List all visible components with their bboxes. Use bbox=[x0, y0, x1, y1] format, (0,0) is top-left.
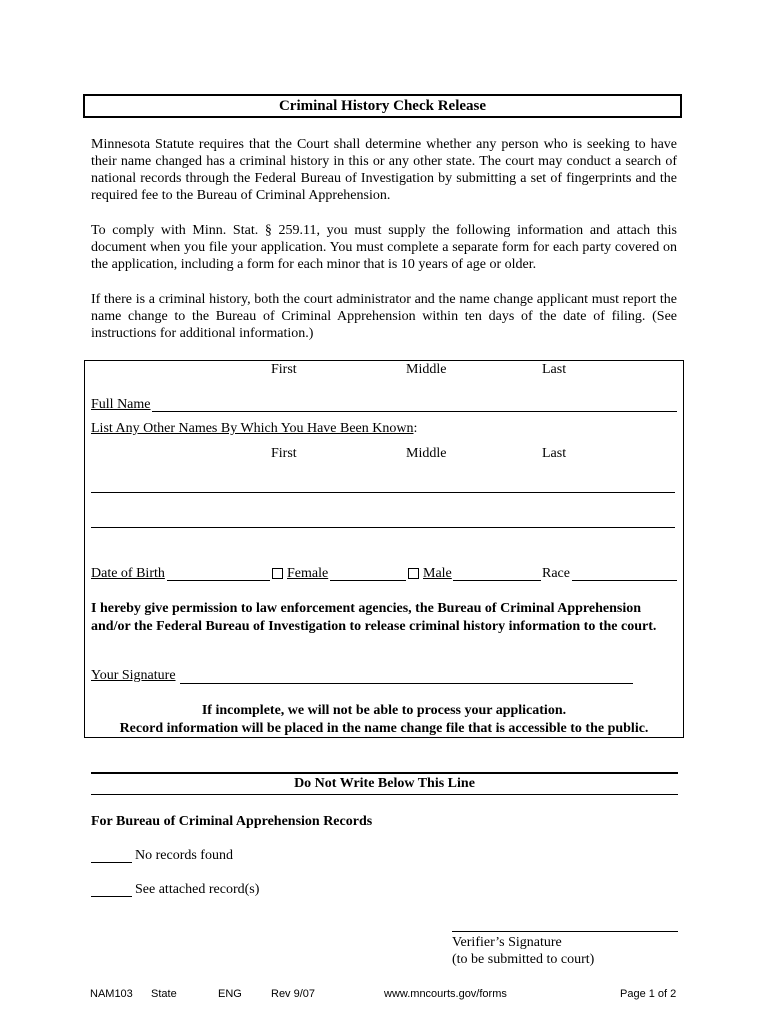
female-checkbox[interactable] bbox=[272, 568, 283, 579]
signature-label: Your Signature bbox=[91, 668, 176, 683]
footer-form-code: NAM103 bbox=[90, 988, 133, 1000]
page-title-text: Criminal History Check Release bbox=[278, 97, 487, 114]
divider-bottom bbox=[91, 794, 678, 795]
male-checkbox[interactable] bbox=[408, 568, 419, 579]
see-attached-label: See attached record(s) bbox=[135, 882, 260, 897]
other-names-colon: : bbox=[413, 421, 418, 436]
divider-top bbox=[91, 772, 678, 774]
full-name-label: Full Name bbox=[91, 397, 151, 412]
other-name-field-2[interactable] bbox=[91, 527, 675, 528]
female-label: Female bbox=[287, 566, 329, 581]
incomplete-notice bbox=[84, 702, 684, 738]
incomplete-notice-line-2: Record information will be placed in the name change file that is accessible to the public. bbox=[119, 721, 649, 736]
intro-paragraph-3: If there is a criminal history, both the court administrator and the name change applicant must report the name change to the Bureau of Criminal Apprehension within ten days of the date of filing. (See instructions for additional information.) bbox=[91, 292, 677, 341]
signature-field[interactable] bbox=[180, 683, 633, 684]
permission-statement: I hereby give permission to law enforcement agencies, the Bureau of Criminal Apprehension and/or the Federal Bureau of Investigation to release criminal history information to the court. bbox=[91, 601, 657, 634]
incomplete-notice-line-1: If incomplete, we will not be able to process your application. bbox=[201, 703, 567, 718]
other-names-label-text: List Any Other Names By Which You Have Been Known bbox=[91, 421, 414, 436]
other-name-field-1[interactable] bbox=[91, 492, 675, 493]
no-records-blank[interactable] bbox=[91, 862, 132, 863]
col-middle-header-2: Middle bbox=[406, 446, 447, 461]
col-middle-header: Middle bbox=[406, 362, 447, 377]
intro-paragraph-1: Minnesota Statute requires that the Court shall determine whether any person who is seeking to have their name changed has a criminal history in this or any other state. The court may conduct a search of national records through the Federal Bureau of Investigation by submitting a set of fingerprints and the required fee to the Bureau of Criminal Apprehension. bbox=[91, 137, 677, 203]
col-first-header: First bbox=[271, 362, 297, 377]
col-last-header-2: Last bbox=[542, 446, 567, 461]
footer-state: State bbox=[151, 988, 177, 1000]
do-not-write-heading: Do Not Write Below This Line bbox=[294, 776, 475, 791]
verifier-signature-field[interactable] bbox=[452, 931, 678, 932]
intro-paragraph-2: To comply with Minn. Stat. § 259.11, you must supply the following information and attach this document when you file your application. You must complete a separate form for each party covered on the application, including a form for each minor that is 10 years of age or older. bbox=[91, 223, 677, 272]
other-names-label bbox=[91, 421, 417, 437]
footer-url-link[interactable]: www.mncourts.gov/forms bbox=[384, 988, 507, 1000]
page-title bbox=[83, 94, 682, 118]
dob-field[interactable] bbox=[167, 580, 270, 581]
col-last-header: Last bbox=[542, 362, 567, 377]
see-attached-blank[interactable] bbox=[91, 896, 132, 897]
dob-label: Date of Birth bbox=[91, 566, 165, 581]
footer-revision: Rev 9/07 bbox=[271, 988, 316, 1000]
race-field[interactable] bbox=[572, 580, 677, 581]
male-underline bbox=[453, 580, 541, 581]
verifier-note: (to be submitted to court) bbox=[452, 952, 595, 967]
footer-page-number: Page 1 of 2 bbox=[620, 988, 677, 1000]
full-name-field[interactable] bbox=[152, 411, 677, 412]
female-underline bbox=[330, 580, 406, 581]
footer-language: ENG bbox=[218, 988, 242, 1000]
col-first-header-2: First bbox=[271, 446, 297, 461]
race-label: Race bbox=[542, 566, 570, 581]
bca-records-heading: For Bureau of Criminal Apprehension Records bbox=[91, 814, 373, 829]
male-label: Male bbox=[423, 566, 452, 581]
verifier-signature-label: Verifier’s Signature bbox=[452, 935, 562, 950]
no-records-label: No records found bbox=[135, 848, 233, 863]
